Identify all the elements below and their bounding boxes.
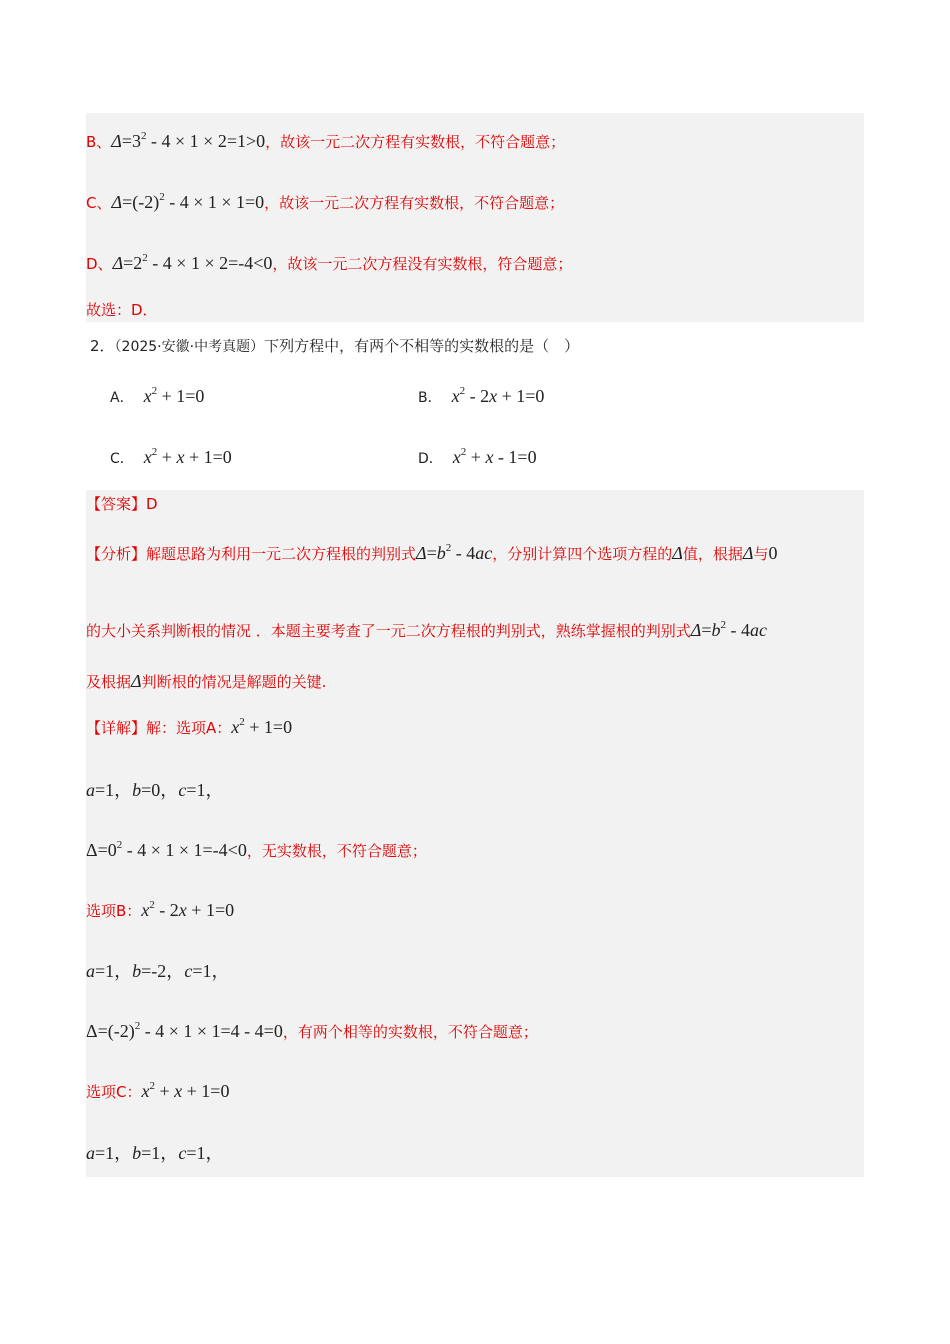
option-a-formula: $x^2 + 1=0$ bbox=[143, 385, 205, 406]
analysis-text-6: 及根据 bbox=[86, 673, 132, 691]
label-b: B、 bbox=[86, 133, 112, 151]
answer-box bbox=[86, 490, 864, 1177]
analysis-text-1: 解题思路为利用一元二次方程根的判别式 bbox=[146, 545, 417, 563]
detail-tag: 【详解】 bbox=[86, 719, 147, 737]
analysis-text-4: 与 bbox=[753, 545, 769, 563]
text-c: ，故该一元二次方程有实数根，不符合题意； bbox=[264, 194, 565, 212]
conclusion: 故选：D． bbox=[86, 301, 158, 319]
detail-b-equation: $x^2 - 2x + 1=0$ bbox=[141, 899, 235, 920]
analysis-formula-2: $\Delta=b^2 - 4ac$ bbox=[690, 619, 768, 640]
option-b-letter: B． bbox=[418, 390, 442, 406]
formula-d: $\Delta=2^2 - 4 \times 1 \times 2=-4<0$ bbox=[112, 252, 273, 273]
analysis-tag: 【分析】 bbox=[86, 545, 147, 563]
option-d[interactable] bbox=[418, 446, 537, 470]
answer-line bbox=[86, 493, 158, 515]
analysis-line-1 bbox=[86, 542, 777, 565]
option-c-analysis bbox=[86, 191, 564, 214]
analysis-line-3 bbox=[86, 670, 326, 693]
detail-b-coefficients bbox=[86, 960, 229, 983]
option-c-formula: $x^2 + x + 1=0$ bbox=[143, 446, 232, 467]
formula-b: $\Delta=3^2 - 4 \times 1 \times 2=1>0$ bbox=[111, 130, 266, 151]
label-d: D、 bbox=[86, 255, 113, 273]
solution-box-top bbox=[86, 113, 864, 322]
option-d-analysis bbox=[86, 252, 572, 275]
analysis-text-7: 判断根的情况是解题的关键. bbox=[141, 673, 327, 691]
detail-c-header bbox=[86, 1080, 229, 1103]
detail-line-intro bbox=[86, 716, 292, 739]
analysis-text-5: 的大小关系判断根的情况 ．本题主要考查了一元二次方程根的判别式，熟练掌握根的判别式 bbox=[86, 622, 691, 640]
detail-c-coefficients bbox=[86, 1142, 223, 1165]
label-c: C、 bbox=[86, 194, 112, 212]
option-c-letter: C． bbox=[110, 451, 134, 467]
analysis-delta-1: Δ bbox=[672, 543, 683, 563]
detail-a-text: ，无实数根，不符合题意； bbox=[246, 842, 427, 860]
detail-c-label: 选项C： bbox=[86, 1083, 142, 1101]
option-d-formula: $x^2 + x - 1=0$ bbox=[452, 446, 537, 467]
question-number: 2． bbox=[90, 337, 115, 355]
option-b[interactable] bbox=[418, 385, 544, 409]
detail-a-discriminant bbox=[86, 839, 427, 862]
detail-a-coef-math: a=1，b=0，c=1， bbox=[86, 780, 224, 800]
detail-a-equation: $x^2 + 1=0$ bbox=[231, 716, 293, 737]
option-a[interactable] bbox=[110, 385, 204, 409]
detail-b-text: ，有两个相等的实数根，不符合题意； bbox=[282, 1023, 538, 1041]
detail-b-header bbox=[86, 899, 234, 922]
analysis-delta-2: Δ bbox=[742, 543, 754, 563]
detail-b-label: 选项B： bbox=[86, 902, 142, 920]
analysis-line-2 bbox=[86, 619, 767, 642]
option-a-letter: A． bbox=[110, 390, 134, 406]
question-text: 下列方程中，有两个不相等的实数根的是（ ） bbox=[264, 337, 580, 355]
formula-c: $\Delta=(-2)^2 - 4 \times 1 \times 1=0$ bbox=[111, 191, 265, 212]
question-source: （2025·安徽·中考真题） bbox=[114, 339, 265, 355]
answer-tag: 【答案】 bbox=[86, 495, 147, 513]
analysis-zero: 0 bbox=[768, 543, 778, 563]
analysis-text-3: 值，根据 bbox=[682, 545, 743, 563]
text-b: ，故该一元二次方程有实数根，不符合题意； bbox=[265, 133, 566, 151]
detail-b-coef-math: a=1，b=-2，c=1， bbox=[86, 961, 230, 981]
text-d: ，故该一元二次方程没有实数根，符合题意； bbox=[272, 255, 573, 273]
detail-b-delta: $\Delta=(-2)^2 - 4 \times 1 \times 1=4 - 4=0$ bbox=[86, 1020, 283, 1041]
detail-intro: 解：选项A： bbox=[146, 719, 232, 737]
analysis-text-2: ，分别计算四个选项方程的 bbox=[492, 545, 673, 563]
detail-c-coef-math: a=1，b=1，c=1， bbox=[86, 1143, 224, 1163]
option-d-letter: D． bbox=[418, 451, 443, 467]
analysis-formula-1: $\Delta=b^2 - 4ac$ bbox=[416, 542, 493, 563]
answer-value: D bbox=[146, 495, 158, 513]
question-stem bbox=[90, 335, 579, 358]
detail-c-equation: $x^2 + x + 1=0$ bbox=[141, 1080, 230, 1101]
analysis-delta-3: Δ bbox=[131, 671, 142, 691]
option-b-formula: $x^2 - 2x + 1=0$ bbox=[451, 385, 545, 406]
option-c[interactable] bbox=[110, 446, 232, 470]
detail-a-coefficients bbox=[86, 779, 223, 802]
detail-b-discriminant bbox=[86, 1020, 538, 1043]
detail-a-delta: $\Delta=0^2 - 4 \times 1 \times 1=-4<0$ bbox=[86, 839, 247, 860]
option-b-analysis bbox=[86, 130, 565, 153]
